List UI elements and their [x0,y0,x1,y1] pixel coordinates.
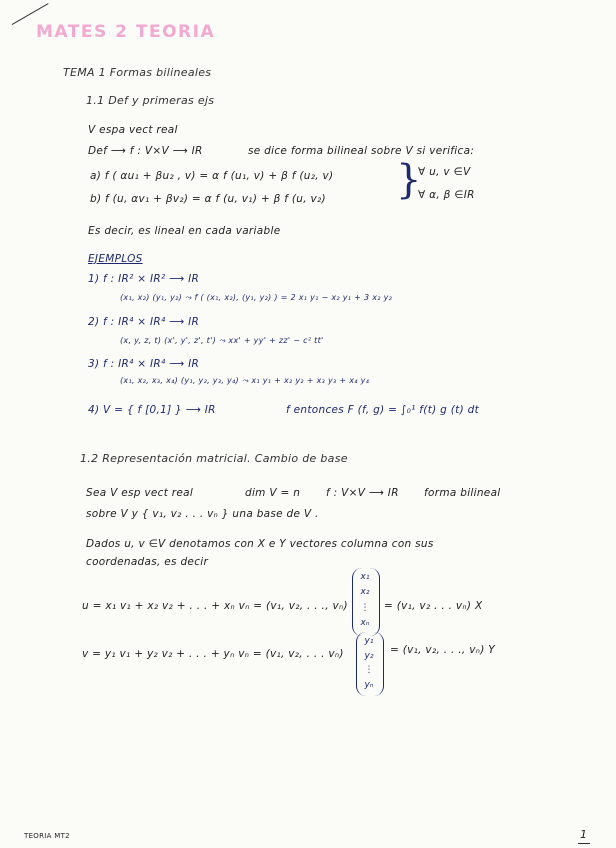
footer-label: TEORIA MT2 [24,832,70,840]
example-4-space: 4) V = { f [0,1] } ⟶ IR [88,404,216,416]
s12-bilinear: forma bilineal [424,487,501,499]
y-entry: y₂ [364,651,374,661]
examples-heading: EJEMPLOS [88,253,143,265]
v-equation-rhs: = (v₁, v₂, . . ., vₙ) Y [390,644,495,656]
property-a: a) f ( αu₁ + βu₂ , v) = α f (u₁, v) + β f (u₂, v) [90,170,334,182]
example-1-formula: (x₁, x₂) (y₁, y₂) ⤳ f ( (x₁, x₂), (y₁, y₂) ) = 2 x₁ y₁ − x₂ y₁ + 3 x₂ y₂ [120,293,393,302]
line-vector-space: V espa vect real [88,124,178,136]
section-1-1-title: 1.1 Def y primeras ejs [86,94,215,107]
v-equation: v = y₁ v₁ + y₂ v₂ + . . . + yₙ vₙ = (v₁, v₂, . . . vₙ) [82,648,344,660]
quantifier-u-v: ∀ u, v ∈V [418,166,471,178]
page-header-title: MATES 2 TEORIA [36,22,216,42]
x-entry: xₙ [360,618,370,628]
page-number-underline [578,843,590,844]
example-2-formula: (x, y, z, t) (x', y', z', t') ⤳ xx' + yy' + zz' − c² tt' [120,336,324,345]
line-definition-map: Def ⟶ f : V×V ⟶ IR [88,145,203,157]
quantifier-alpha-beta: ∀ α, β ∈IR [418,189,475,201]
tema-title: TEMA 1 Formas bilineales [63,66,212,79]
u-equation-rhs: = (v₁, v₂ . . . vₙ) X [384,600,483,612]
page-number: 1 [580,828,588,841]
s12-dimension: dim V = n [245,487,301,499]
y-entry: y₁ [364,636,374,646]
x-entry: x₂ [360,587,370,597]
line-definition-text: se dice forma bilineal sobre V si verifica: [248,145,475,157]
example-3-formula: (x₁, x₂, x₃, x₄) (y₁, y₂, y₃, y₄) ⤳ x₁ y₁ + x₂ y₂ + x₃ y₃ + x₄ y₄ [120,376,370,385]
s12-basis-line: sobre V y { v₁, v₂ . . . vₙ } una base de V . [86,508,319,520]
property-b: b) f (u, αv₁ + βv₂) = α f (u, v₁) + β f (u, v₂) [90,193,326,205]
example-1-map: 1) f : IR² × IR² ⟶ IR [88,273,200,285]
example-2-map: 2) f : IR⁴ × IR⁴ ⟶ IR [88,316,200,328]
right-brace: } [396,157,422,203]
section-1-2-title: 1.2 Representación matricial. Cambio de base [80,452,348,465]
u-equation: u = x₁ v₁ + x₂ v₂ + . . . + xₙ vₙ = (v₁, v₂, . . ., vₙ) [82,600,348,612]
s12-coordinates-line: coordenadas, es decir [86,556,209,568]
y-entry: yₙ [364,680,374,690]
x-entry: x₁ [360,572,370,582]
s12-map: f : V×V ⟶ IR [326,487,399,499]
y-entry: ⋮ [364,665,374,675]
s12-given-line: Dados u, v ∈V denotamos con X e Y vectores columna con sus [86,538,434,550]
s12-vector-space: Sea V esp vect real [86,487,194,499]
line-linear-each-variable: Es decir, es lineal en cada variable [88,225,281,237]
example-4-integral: f entonces F (f, g) = ∫₀¹ f(t) g (t) dt [286,404,479,416]
x-entry: ⋮ [360,603,370,613]
example-3-map: 3) f : IR⁴ × IR⁴ ⟶ IR [88,358,200,370]
